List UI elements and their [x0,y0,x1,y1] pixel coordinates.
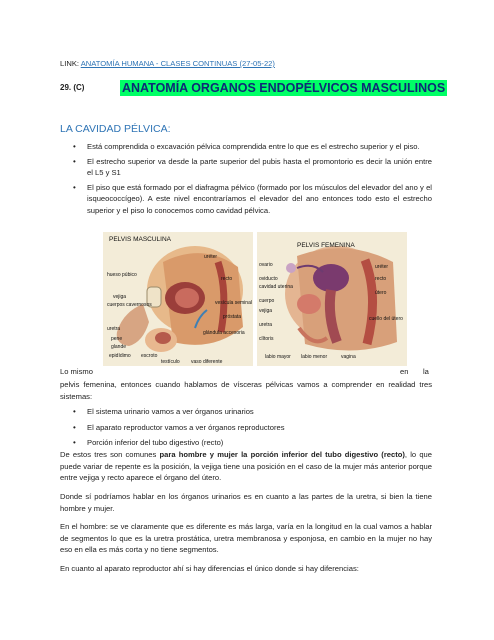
link-line [60,59,275,68]
class-link[interactable]: ANATOMÍA HUMANA - CLASES CONTINUAS (27-05-22) [80,59,275,68]
figure-label: vaso diferente [191,359,223,365]
figure-label: vesícula seminal [215,300,252,306]
female-pelvis-panel [257,232,407,366]
list-item: • El piso que está formado por el diafragma pélvico (formado por los músculos del elevador del ano y el isqueococcígeo). A este nivel encontraríamos el elevador del ano entonces todo esto el estrecho superior y el piso lo conocemos como cavidad pélvica. [60,182,432,217]
paragraph-common-a: De estos tres son comunes [60,450,160,459]
figure-label: epidídimo [109,353,131,359]
page-title: ANATOMÍA ORGANOS ENDOPÉLVICOS MASCULINOS [122,81,446,95]
figure-label: cavidad uterina [259,284,293,290]
link-prefix: LINK: [60,59,81,68]
list-item: • Porción inferior del tubo digestivo (recto) [60,437,432,449]
figure-label: glande [111,344,127,350]
figure-label: escroto [141,353,158,359]
figure-label: uretra [259,322,273,328]
figure-label: hueso púbico [107,272,137,278]
paragraph-systems: pelvis femenina, entonces cuando hablamos de vísceras pélvicas vamos a comprender en realidad tres sistemas: [60,380,432,401]
paragraph-common [60,449,432,484]
figure-label: cuerpo [259,298,275,304]
bullet-list-systems [60,406,432,452]
figure-label: ovario [259,262,273,268]
figure-label: recto [221,276,233,282]
lo-mismo-la: la [423,367,429,376]
figure-label: oviducto [259,276,278,282]
figure-label: labio mayor [265,354,291,360]
list-item: • El aparato reproductor vamos a ver órganos reproductores [60,422,432,434]
pelvis-figure [103,232,407,366]
figure-label: testículo [161,359,180,365]
female-pelvis-illustration [257,232,407,366]
list-item: • Está comprendida o excavación pélvica comprendida entre lo que es el estrecho superior y el piso. [60,141,432,153]
figure-label: vagina [341,354,356,360]
section-number: 29. (C) [60,83,85,92]
figure-label: próstata [223,314,242,320]
figure-label: pene [111,336,123,342]
figure-label: clítoris [259,336,274,342]
figure-label: recto [375,276,387,282]
bullet-list-cavity [60,141,432,220]
lo-mismo-left: Lo mismo [60,367,93,376]
male-figure-title: PELVIS MASCULINA [109,236,172,243]
female-figure-title: PELVIS FEMENINA [297,242,355,249]
paragraph-common-c: , lo que puede variar de repente es la posición, la vejiga tiene una posición en el caso de la mujer más anterior porque entre vejiga y recto aparece el órgano del útero. [60,450,432,483]
figure-label: vejiga [259,308,273,314]
figure-label: uréter [204,254,218,260]
section-title: LA CAVIDAD PÉLVICA: [60,123,171,135]
paragraph-urethra: Donde sí podríamos hablar en los órganos urinarios es en cuanto a las partes de la uretra, si bien la tiene hombre y mujer. [60,492,432,513]
figure-label: vejiga [113,294,127,300]
paragraph-man: En el hombre: se ve claramente que es diferente es más larga, varía en la longitud en la cual vamos a hablar de segmentos lo que es la uretra prostática, uretra membranosa y esponjosa, en cambio en la mujer no hay eso en ella es más corta y no tiene segmentos. [60,522,432,555]
figure-label: labio menor [301,354,328,360]
figure-label: uretra [107,326,121,332]
list-item: • El estrecho superior va desde la parte superior del pubis hasta el promontorio es decir la unión entre el L5 y S1 [60,156,432,179]
figure-label: útero [375,290,387,296]
lo-mismo-en: en [400,367,409,376]
figure-label: uréter [375,264,389,270]
male-pelvis-panel [103,232,253,366]
figure-label: cuerpos cavernosos [107,302,152,308]
paragraph-reproductive: En cuanto al aparato reproductor ahí si hay diferencias el único donde si hay diferencias: [60,564,359,573]
list-item: • El sistema urinario vamos a ver órganos urinarios [60,406,432,418]
figure-label: glándula accesoria [203,330,245,336]
figure-label: cuello del útero [369,316,403,322]
paragraph-common-bold: para hombre y mujer la porción inferior del tubo digestivo (recto) [159,450,405,459]
heading-row [60,80,446,98]
